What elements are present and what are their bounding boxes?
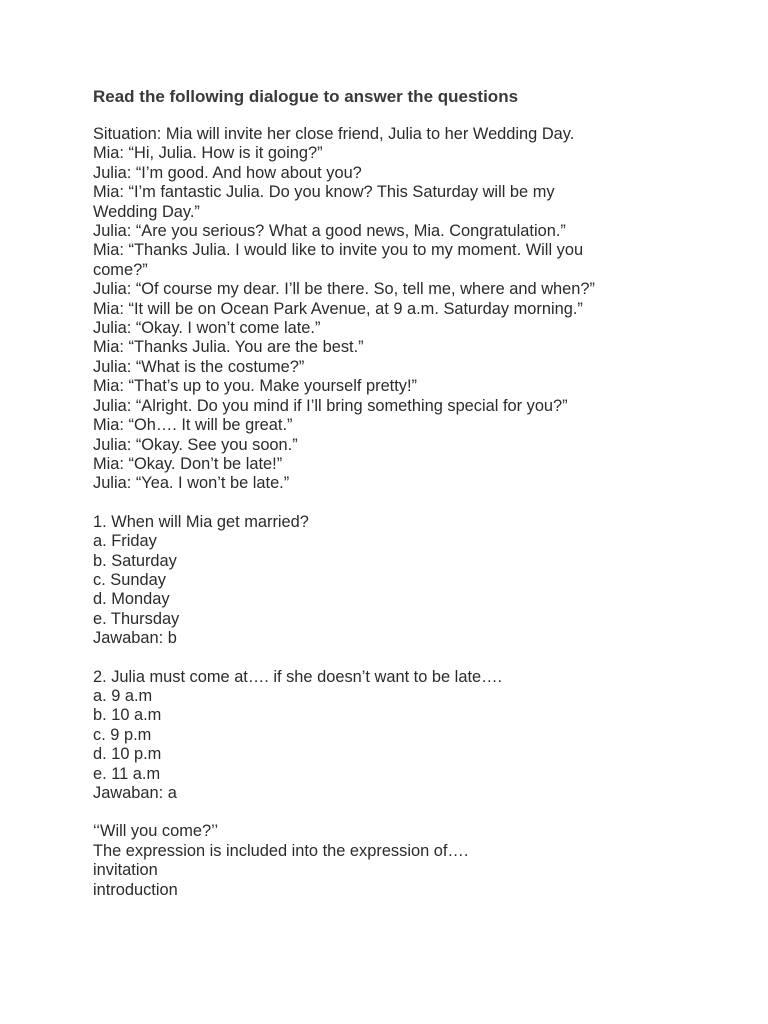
dialogue-line: come?” xyxy=(93,260,148,279)
answer-option: introduction xyxy=(93,880,178,899)
answer-option: e. Thursday xyxy=(93,609,180,628)
answer-option: c. Sunday xyxy=(93,570,166,589)
question-3 xyxy=(93,822,733,900)
question-text: 1. When will Mia get married? xyxy=(93,512,309,531)
question-2 xyxy=(93,668,733,804)
document-title: Read the following dialogue to answer the questions xyxy=(93,87,519,106)
dialogue-line: Situation: Mia will invite her close friend, Julia to her Wedding Day. xyxy=(93,125,575,143)
dialogue-line: Julia: “Yea. I won’t be late.” xyxy=(93,474,290,493)
dialogue-line: Mia: “Hi, Julia. How is it going?” xyxy=(93,144,323,163)
question-text: 2. Julia must come at…. if she doesn’t want to be late…. xyxy=(93,667,503,686)
quoted-expression: ‘‘Will you come?’’ xyxy=(93,822,219,841)
question-text: The expression is included into the expression of…. xyxy=(93,841,469,860)
answer-option: invitation xyxy=(93,861,158,880)
answer-option: d. Monday xyxy=(93,590,170,609)
document-page xyxy=(93,87,733,900)
dialogue-line: Julia: “What is the costume?” xyxy=(93,357,305,376)
dialogue-line: Julia: “I’m good. And how about you? xyxy=(93,163,362,182)
answer-option: b. 10 a.m xyxy=(93,706,162,725)
answer-option: d. 10 p.m xyxy=(93,745,162,764)
dialogue-line: Mia: “Thanks Julia. You are the best.” xyxy=(93,338,364,357)
dialogue-line: Julia: “Are you serious? What a good news, Mia. Congratulation.” xyxy=(93,222,566,241)
spacer xyxy=(93,803,733,822)
dialogue-line: Julia: “Alright. Do you mind if I’ll bring something special for you?” xyxy=(93,396,568,415)
answer-option: c. 9 p.m xyxy=(93,725,152,744)
answer-option: b. Saturday xyxy=(93,551,177,570)
dialogue-line: Mia: “Thanks Julia. I would like to invite you to my moment. Will you xyxy=(93,241,584,260)
dialogue-line: Mia: “I’m fantastic Julia. Do you know? This Saturday will be my xyxy=(93,183,555,202)
dialogue-line: Julia: “Of course my dear. I’ll be there. So, tell me, where and when?” xyxy=(93,280,595,299)
dialogue-block xyxy=(93,125,733,494)
spacer xyxy=(93,649,733,668)
dialogue-line: Julia: “Okay. See you soon.” xyxy=(93,435,298,454)
answer-option: e. 11 a.m xyxy=(93,764,161,783)
answer-key: Jawaban: b xyxy=(93,629,177,648)
dialogue-line: Wedding Day.” xyxy=(93,202,200,221)
dialogue-line: Mia: “It will be on Ocean Park Avenue, at 9 a.m. Saturday morning.” xyxy=(93,299,583,318)
answer-key: Jawaban: a xyxy=(93,784,177,802)
dialogue-line: Mia: “Okay. Don’t be late!” xyxy=(93,454,283,473)
spacer xyxy=(93,494,733,513)
answer-option: a. 9 a.m xyxy=(93,686,153,705)
question-1 xyxy=(93,513,733,649)
answer-option: a. Friday xyxy=(93,532,157,551)
dialogue-line: Julia: “Okay. I won’t come late.” xyxy=(93,319,321,338)
dialogue-line: Mia: “That’s up to you. Make yourself pretty!” xyxy=(93,377,417,396)
dialogue-line: Mia: “Oh…. It will be great.” xyxy=(93,416,293,435)
